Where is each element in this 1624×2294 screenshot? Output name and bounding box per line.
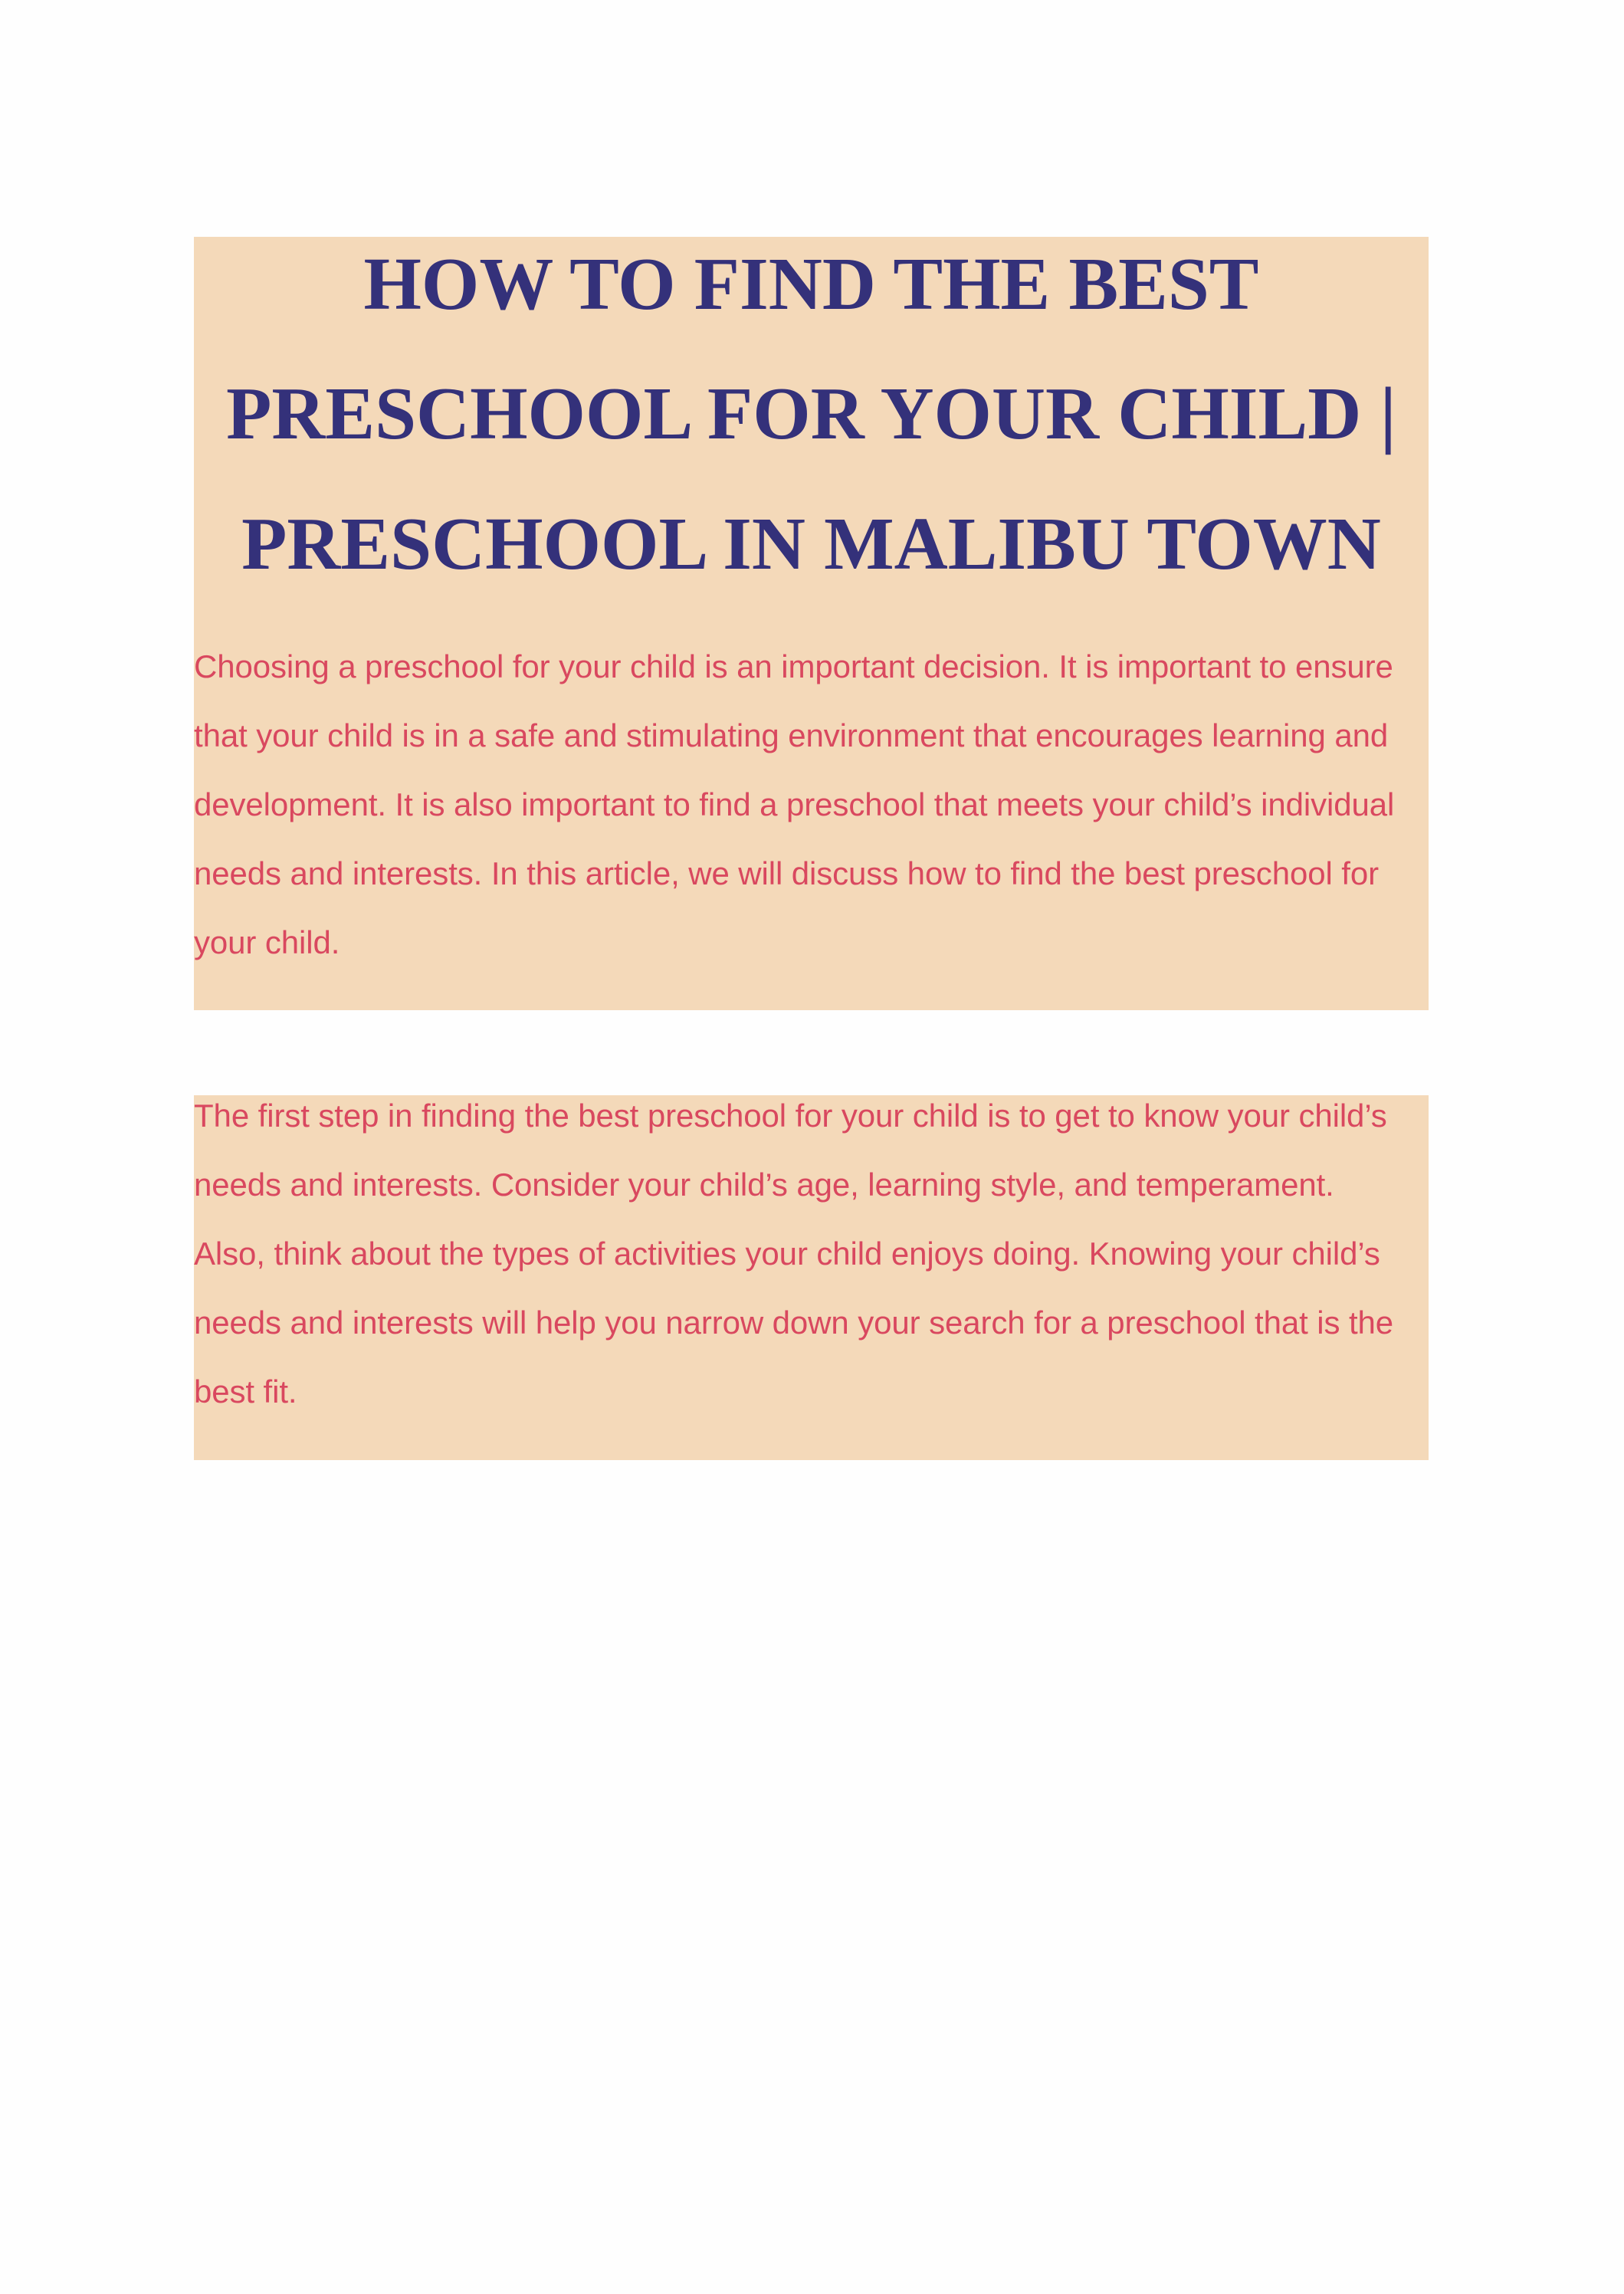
- paragraph-line: best fit.: [194, 1373, 297, 1410]
- first-step-panel: [194, 1095, 1429, 1460]
- paragraph-line: needs and interests. Consider your child’s age, learning style, and temperament.: [194, 1167, 1334, 1203]
- paragraph-line: needs and interests. In this article, we will discuss how to find the best preschool for: [194, 855, 1379, 891]
- paragraph-line: The first step in finding the best preschool for your child is to get to know your child’s: [194, 1098, 1387, 1134]
- intro-panel: [194, 237, 1429, 1010]
- paragraph-line: Also, think about the types of activities your child enjoys doing. Knowing your child’s: [194, 1236, 1380, 1272]
- paragraph-line: Choosing a preschool for your child is an important decision. It is important to ensure: [194, 648, 1393, 684]
- title-line: PRESCHOOL FOR YOUR CHILD |: [226, 372, 1396, 455]
- title-line: HOW TO FIND THE BEST: [363, 243, 1259, 325]
- paragraph-line: needs and interests will help you narrow down your search for a preschool that is the: [194, 1305, 1394, 1341]
- paragraph-line: that your child is in a safe and stimulating environment that encourages learning and: [194, 717, 1389, 753]
- paragraph-line: development. It is also important to find a preschool that meets your child’s individual: [194, 786, 1395, 822]
- paragraph-line: your child.: [194, 924, 340, 960]
- title-line: PRESCHOOL IN MALIBU TOWN: [241, 503, 1381, 585]
